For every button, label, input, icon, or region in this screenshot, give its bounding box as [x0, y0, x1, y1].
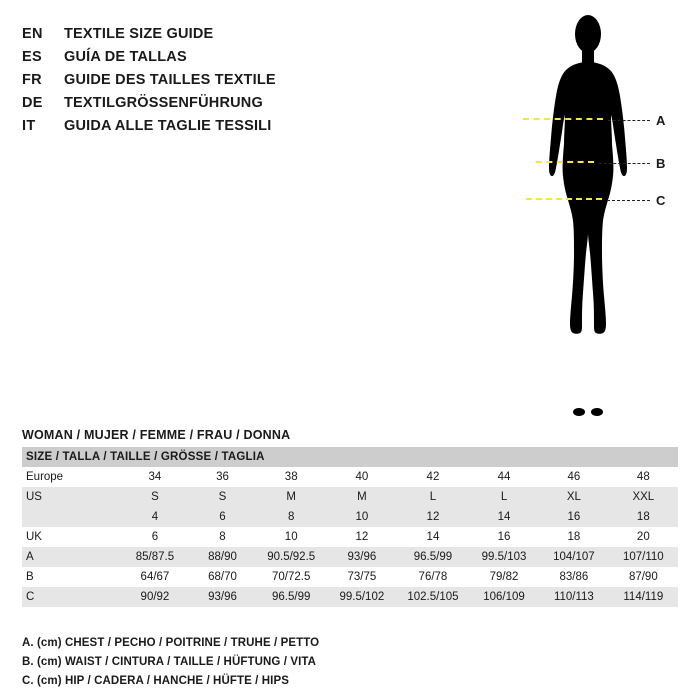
hip-measure-label: C	[656, 193, 666, 208]
row-label: B	[22, 567, 121, 587]
table-row	[22, 507, 678, 527]
table-cell: 12	[327, 527, 397, 547]
language-row	[22, 26, 492, 47]
table-cell: 104/107	[539, 547, 609, 567]
table-cell: 70/72.5	[256, 567, 327, 587]
row-label: Europe	[22, 467, 121, 487]
language-title-block	[22, 26, 492, 141]
table-row	[22, 527, 678, 547]
size-table-section	[22, 428, 678, 607]
table-cell: 44	[469, 467, 539, 487]
table-cell: 90/92	[121, 587, 190, 607]
language-code: IT	[22, 118, 36, 134]
table-cell: 96.5/99	[256, 587, 327, 607]
row-label	[22, 507, 121, 527]
table-row	[22, 487, 678, 507]
size-table	[22, 447, 678, 607]
table-cell: 99.5/102	[327, 587, 397, 607]
table-cell: 87/90	[609, 567, 678, 587]
table-cell: 16	[539, 507, 609, 527]
table-cell: 99.5/103	[469, 547, 539, 567]
table-cell: S	[121, 487, 190, 507]
table-cell: L	[469, 487, 539, 507]
table-cell: 8	[189, 527, 255, 547]
table-cell: 20	[609, 527, 678, 547]
table-cell: 93/96	[189, 587, 255, 607]
language-row	[22, 118, 492, 139]
language-code: ES	[22, 49, 42, 65]
table-cell: XL	[539, 487, 609, 507]
table-cell: 68/70	[189, 567, 255, 587]
table-cell: 4	[121, 507, 190, 527]
table-cell: 12	[397, 507, 469, 527]
table-row	[22, 467, 678, 487]
table-cell: 76/78	[397, 567, 469, 587]
table-cell: 107/110	[609, 547, 678, 567]
table-caption: WOMAN / MUJER / FEMME / FRAU / DONNA	[22, 428, 291, 442]
language-code: DE	[22, 95, 43, 111]
table-cell: 40	[327, 467, 397, 487]
hip-measure-line	[526, 198, 602, 200]
table-cell: M	[327, 487, 397, 507]
measurement-figure	[500, 8, 690, 438]
language-row	[22, 95, 492, 116]
table-cell: 16	[469, 527, 539, 547]
table-cell: 10	[256, 527, 327, 547]
row-label: C	[22, 587, 121, 607]
language-title: TEXTILGRÖSSENFÜHRUNG	[64, 95, 263, 111]
language-title: TEXTILE SIZE GUIDE	[64, 26, 214, 42]
table-cell: 42	[397, 467, 469, 487]
chest-measure-label: A	[656, 113, 666, 128]
language-title: GUIDE DES TAILLES TEXTILE	[64, 72, 276, 88]
chest-leader-line	[608, 120, 650, 121]
table-cell: 48	[609, 467, 678, 487]
table-cell: 18	[609, 507, 678, 527]
hip-leader-line	[607, 200, 650, 201]
legend-line-hip: C. (cm) HIP / CADERA / HANCHE / HÜFTE / HIPS	[22, 675, 290, 687]
table-row	[22, 547, 678, 567]
table-cell: 18	[539, 527, 609, 547]
language-title: GUÍA DE TALLAS	[64, 49, 187, 65]
table-cell: 85/87.5	[121, 547, 190, 567]
table-cell: 79/82	[469, 567, 539, 587]
table-cell: 102.5/105	[397, 587, 469, 607]
waist-leader-line	[599, 163, 650, 164]
table-cell: M	[256, 487, 327, 507]
table-cell: 88/90	[189, 547, 255, 567]
row-label: UK	[22, 527, 121, 547]
table-cell: 93/96	[327, 547, 397, 567]
table-cell: 106/109	[469, 587, 539, 607]
table-cell: 8	[256, 507, 327, 527]
table-cell: 83/86	[539, 567, 609, 587]
table-cell: 46	[539, 467, 609, 487]
table-cell: 14	[469, 507, 539, 527]
language-row	[22, 72, 492, 93]
measurement-legend	[22, 634, 622, 691]
legend-line-chest: A. (cm) CHEST / PECHO / POITRINE / TRUHE / PETTO	[22, 637, 320, 649]
table-header-label: SIZE / TALLA / TAILLE / GRÖSSE / TAGLIA	[22, 447, 678, 467]
table-cell: 34	[121, 467, 190, 487]
waist-measure-label: B	[656, 156, 666, 171]
language-title: GUIDA ALLE TAGLIE TESSILI	[64, 118, 272, 134]
table-header-row	[22, 447, 678, 467]
chest-measure-line	[523, 118, 603, 120]
table-cell: 6	[121, 527, 190, 547]
table-cell: 14	[397, 527, 469, 547]
row-label: US	[22, 487, 121, 507]
legend-line-waist: B. (cm) WAIST / CINTURA / TAILLE / HÜFTUNG / VITA	[22, 656, 317, 668]
table-cell: 6	[189, 507, 255, 527]
table-cell: 64/67	[121, 567, 190, 587]
table-cell: 73/75	[327, 567, 397, 587]
table-cell: 114/119	[609, 587, 678, 607]
table-row	[22, 567, 678, 587]
woman-silhouette-icon	[528, 8, 648, 428]
table-cell: L	[397, 487, 469, 507]
language-row	[22, 49, 492, 70]
waist-measure-line	[536, 161, 594, 163]
table-cell: 36	[189, 467, 255, 487]
table-cell: 110/113	[539, 587, 609, 607]
table-cell: XXL	[609, 487, 678, 507]
table-cell: 10	[327, 507, 397, 527]
table-cell: 38	[256, 467, 327, 487]
table-cell: 96.5/99	[397, 547, 469, 567]
table-cell: 90.5/92.5	[256, 547, 327, 567]
language-code: EN	[22, 26, 43, 42]
language-code: FR	[22, 72, 42, 88]
row-label: A	[22, 547, 121, 567]
table-cell: S	[189, 487, 255, 507]
table-row	[22, 587, 678, 607]
